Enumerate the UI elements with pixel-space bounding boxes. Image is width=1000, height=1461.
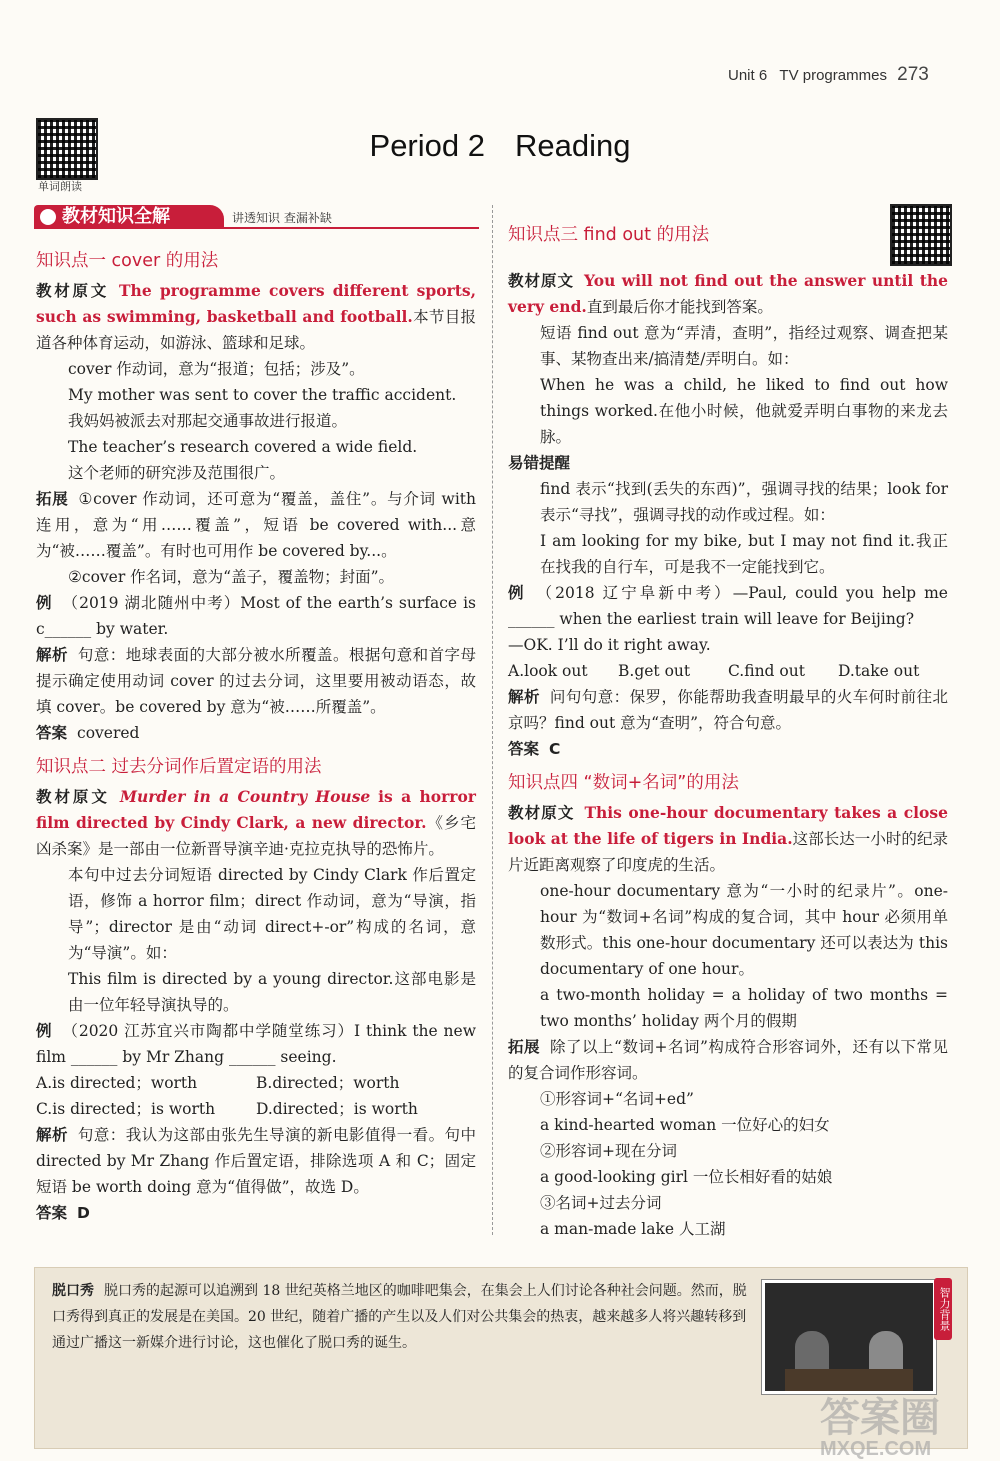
ans-text: C xyxy=(549,740,561,758)
ex-label: 例 xyxy=(36,594,53,612)
option: C.is directed；is worth xyxy=(36,1100,216,1118)
ans-text: D xyxy=(77,1204,90,1222)
option: B.directed；worth xyxy=(256,1074,400,1092)
s1-answer xyxy=(36,720,476,746)
orig-en: You will not find out the answer until the very end. xyxy=(508,271,948,316)
s3-heading: 知识点三 find out 的用法 xyxy=(508,225,710,245)
ans-label: 答案 xyxy=(508,740,540,758)
s1-ext2: ②cover 作名词，意为“盖子，覆盖物；封面”。 xyxy=(68,568,395,586)
orig-en: This one-hour documentary takes a close look at the life of tigers in India. xyxy=(508,803,948,848)
orig-en: The programme covers different sports, such as swimming, basketball and football. xyxy=(36,281,476,326)
s4-item: a man-made lake 人工湖 xyxy=(540,1220,726,1238)
orig-title: Murder in a Country House xyxy=(119,787,371,806)
s2-heading: 知识点二 过去分词作后置定语的用法 xyxy=(36,757,322,777)
s1-original xyxy=(36,278,476,356)
s2-original xyxy=(36,784,476,862)
box-label: 智力背景 xyxy=(934,1278,952,1340)
page-number: 273 xyxy=(897,64,929,85)
ana-label: 解析 xyxy=(508,688,540,706)
s3-example-reply: —OK. I’ll do it right away. xyxy=(508,636,711,654)
s4-original xyxy=(508,800,948,878)
box-title: 脱口秀 xyxy=(52,1283,94,1299)
page-title xyxy=(0,128,1000,164)
s2-line: 本句中过去分词短语 directed by Cindy Clark 作后置定语，修饰 a horror film；direct 作动词，意为“导演，指导”；director 是由“动词 direct+-or”构成的名词，意为“导演”。如： xyxy=(68,866,476,962)
option: C.find out xyxy=(728,662,805,680)
ex-label: 例 xyxy=(36,1022,53,1040)
s3-analysis xyxy=(508,684,948,736)
ana-label: 解析 xyxy=(36,646,68,664)
s2-options xyxy=(36,1070,476,1122)
s1-line: 我妈妈被派去对那起交通事故进行报道。 xyxy=(68,412,348,430)
ext-label: 拓展 xyxy=(36,490,69,508)
banner-title: 教材知识全解 xyxy=(34,205,224,229)
s4-line: a two-month holiday = a holiday of two months = two months’ holiday 两个月的假期 xyxy=(540,986,948,1030)
tip-label: 易错提醒 xyxy=(508,454,571,472)
ana-text: 句意：地球表面的大部分被水所覆盖。根据句意和首字母提示确定使用动词 cover 的过去分词，这里要用被动语态，故填 cover。be covered by 意为“被……所覆盖”。 xyxy=(36,646,476,716)
orig-en: is a horror film directed by Cindy Clark, a new director. xyxy=(36,787,476,832)
s1-line: The teacher’s research covered a wide field. xyxy=(68,438,418,456)
right-column xyxy=(508,214,948,1242)
orig-cn: 《乡宅凶杀案》是一部由一位新晋导演辛迪·克拉克执导的恐怖片。 xyxy=(36,814,476,858)
watermark-logo: 答案圈 xyxy=(820,1396,940,1440)
ex-label: 例 xyxy=(508,584,527,602)
ana-text: 句意：我认为这部由张先生导演的新电影值得一看。句中 directed by Mr Zhang 作后置定语，排除选项 A 和 C；固定短语 be worth doing 意为“值得做”，故选 D。 xyxy=(36,1126,476,1196)
ext-text: ①cover 作动词，还可意为“覆盖，盖住”。与介词 with 连用，意为“用……覆盖”，短语 be covered with...意为“被……覆盖”。有时也可用作 be covered by...。 xyxy=(36,490,476,560)
desk xyxy=(785,1369,913,1391)
s3-line: 短语 find out 意为“弄清，查明”，指经过观察、调查把某事、某物查出来/搞清楚/弄明白。如： xyxy=(540,324,948,368)
running-header xyxy=(728,64,929,86)
s4-item: a kind-hearted woman 一位好心的妇女 xyxy=(540,1116,830,1134)
s2-line: This film is directed by a young director.这部电影是由一位年轻导演执导的。 xyxy=(68,970,476,1014)
watermark-url: MXQE.COM xyxy=(820,1438,932,1460)
orig-label: 教材原文 xyxy=(36,788,110,806)
s1-heading: 知识点一 cover 的用法 xyxy=(36,251,219,271)
s3-options xyxy=(508,658,948,684)
s3-answer xyxy=(508,736,948,762)
orig-cn: 这部长达一小时的纪录片近距离观察了印度虎的生活。 xyxy=(508,830,948,874)
s4-item: ③名词+过去分词 xyxy=(540,1194,662,1212)
orig-cn: 直到最后你才能找到答案。 xyxy=(586,298,773,316)
s2-answer xyxy=(36,1200,476,1226)
ex-text: （2020 江苏宜兴市陶都中学随堂练习）I think the new film ______ by Mr Zhang ______ seeing. xyxy=(36,1022,476,1066)
unit-label: Unit 6 xyxy=(728,67,768,84)
ans-label: 答案 xyxy=(36,1204,68,1222)
s4-item: a good-looking girl 一位长相好看的姑娘 xyxy=(540,1168,833,1186)
qr-label: 单词朗读 xyxy=(38,180,82,193)
ans-label: 答案 xyxy=(36,724,68,742)
ex-text: （2018 辽宁阜新中考）—Paul, could you help me ______ when the earliest train will leave for Beijing? xyxy=(508,584,948,628)
banner-tag: 讲透知识 查漏补缺 xyxy=(232,211,332,225)
s3-example xyxy=(508,580,948,632)
reading-label: Reading xyxy=(514,128,631,163)
s1-extension xyxy=(36,486,476,564)
s1-analysis xyxy=(36,642,476,720)
ext-text: 除了以上“数词+名词”构成符合形容词外，还有以下常见的复合词作形容词。 xyxy=(508,1038,948,1082)
section-banner xyxy=(34,205,479,229)
orig-label: 教材原文 xyxy=(508,272,575,290)
period-label: Period 2 xyxy=(369,128,485,163)
box-body: 脱口秀的起源可以追溯到 18 世纪英格兰地区的咖啡吧集会，在集会上人们讨论各种社会问题。然而，脱口秀得到真正的发展是在美国。20 世纪，随着广播的产生以及人们对公共集会的热衷，越来越多人将兴趣转移到通过广播这一新媒介进行讨论，这也催化了脱口秀的诞生。 xyxy=(52,1283,747,1351)
s4-heading: 知识点四 “数词+名词”的用法 xyxy=(508,773,739,793)
orig-label: 教材原文 xyxy=(508,804,575,822)
s2-example xyxy=(36,1018,476,1070)
option: B.get out xyxy=(618,662,691,680)
s4-line: one-hour documentary 意为“一小时的纪录片”。one-hour 为“数词+名词”构成的复合词，其中 hour 必须用单数形式。this one-hour documentary 还可以表达为 this documentary of one hour。 xyxy=(540,882,948,978)
s1-line: cover 作动词，意为“报道；包括；涉及”。 xyxy=(68,360,365,378)
watermark xyxy=(820,1398,940,1461)
orig-cn: 本节目报道各种体育运动，如游泳、篮球和足球。 xyxy=(36,308,476,352)
s3-line: When he was a child, he liked to find out how things worked.在他小时候，他就爱弄明白事物的来龙去脉。 xyxy=(540,376,948,446)
s1-line: My mother was sent to cover the traffic accident. xyxy=(68,386,457,404)
s2-analysis xyxy=(36,1122,476,1200)
s3-original xyxy=(508,268,948,320)
talk-show-photo xyxy=(762,1280,936,1394)
ext-label: 拓展 xyxy=(508,1038,541,1056)
ex-text: （2019 湖北随州中考）Most of the earth’s surface is c______ by water. xyxy=(36,594,476,638)
option: A.look out xyxy=(508,662,588,680)
option: A.is directed；worth xyxy=(36,1074,198,1092)
tip-line: I am looking for my bike, but I may not find it.我正在找我的自行车，可是我不一定能找到它。 xyxy=(540,532,948,576)
background-text xyxy=(52,1278,752,1356)
ana-text: 问句句意：保罗，你能帮助我查明最早的火车何时前往北京吗？find out 意为“查明”，符合句意。 xyxy=(508,688,948,732)
s4-item: ②形容词+现在分词 xyxy=(540,1142,677,1160)
option: D.take out xyxy=(838,662,920,680)
ana-label: 解析 xyxy=(36,1126,68,1144)
s4-extension xyxy=(508,1034,948,1086)
ans-text: covered xyxy=(77,724,140,742)
s1-line: 这个老师的研究涉及范围很广。 xyxy=(68,464,286,482)
left-column xyxy=(36,240,476,1226)
option: D.directed；is worth xyxy=(256,1100,418,1118)
s4-item: ①形容词+“名词+ed” xyxy=(540,1090,694,1108)
tip-line: find 表示“找到(丢失的东西)”，强调寻找的结果；look for 表示“寻找”，强调寻找的动作或过程。如： xyxy=(540,480,948,524)
s1-example xyxy=(36,590,476,642)
topic-label: TV programmes xyxy=(779,67,887,84)
orig-label: 教材原文 xyxy=(36,282,110,300)
column-divider xyxy=(492,205,493,1235)
